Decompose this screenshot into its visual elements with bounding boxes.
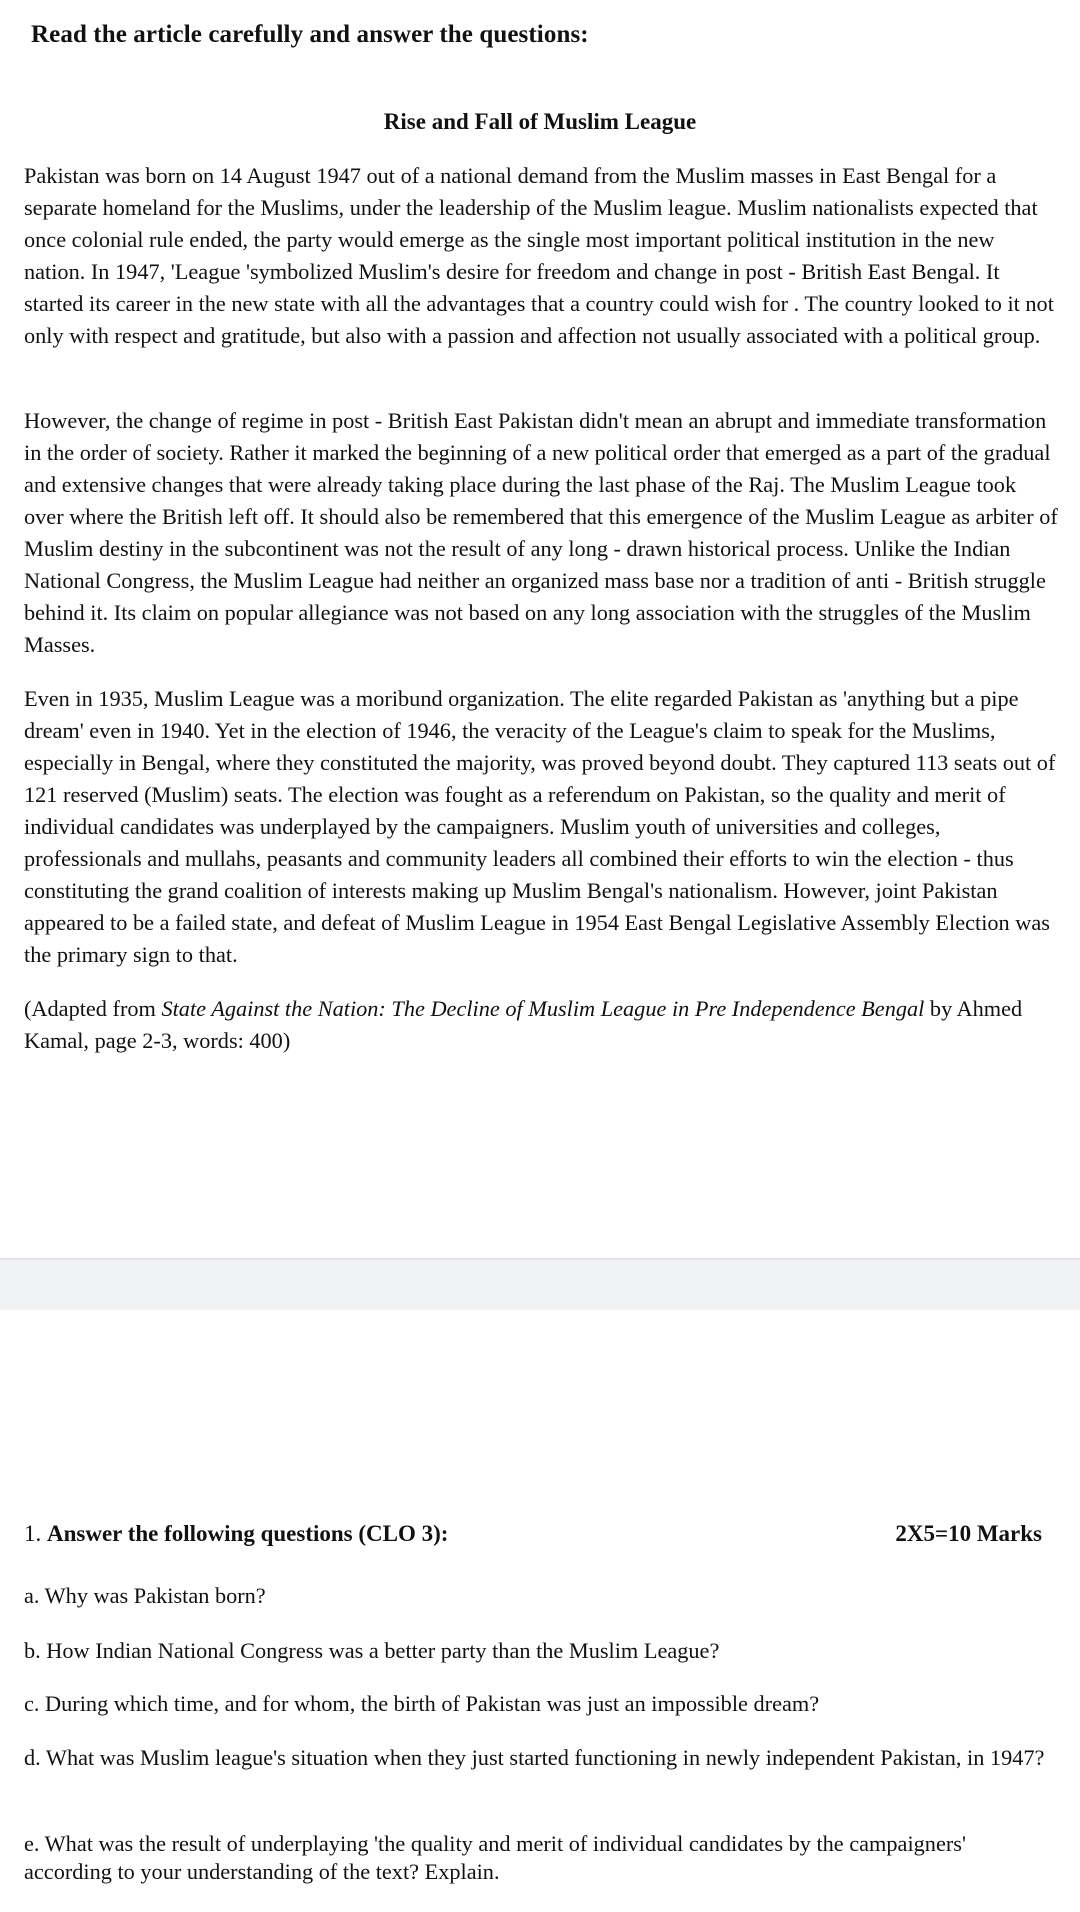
question-item: d. What was Muslim league's situation when they just started functioning in newly independent Pakistan, in 1947?	[24, 1745, 1045, 1770]
questions-heading	[24, 1518, 1044, 1550]
source-book-title: State Against the Nation: The Decline of Muslim League in Pre Independence Bengal	[161, 996, 925, 1021]
article-source-citation	[24, 993, 1058, 1057]
questions-heading-text: Answer the following questions (CLO 3):	[47, 1521, 449, 1546]
question-item: a. Why was Pakistan born?	[24, 1583, 266, 1608]
question-item: b. How Indian National Congress was a better party than the Muslim League?	[24, 1638, 720, 1663]
instruction-heading: Read the article carefully and answer the questions:	[31, 21, 589, 48]
article-title: Rise and Fall of Muslim League	[383, 109, 697, 134]
article-paragraph: Pakistan was born on 14 August 1947 out of a national demand from the Muslim masses in East Bengal for a separate homeland for the Muslims, under the leadership of the Muslim league. Muslim nationalists expected that once colonial rule ended, the party would emerge as the single most important political institution in the new nation. In 1947, 'League 'symbolized Muslim's desire for freedom and change in post - British East Bengal. It started its career in the new state with all the advantages that a country could wish for . The country looked to it not only with respect and gratitude, but also with a passion and affection not usually associated with a political group.	[24, 163, 1054, 348]
page-separator	[0, 1258, 1080, 1310]
question-item: e. What was the result of underplaying 'the quality and merit of individual candidates by the campaigners' according to your understanding of the text? Explain.	[24, 1831, 966, 1884]
question-item: c. During which time, and for whom, the birth of Pakistan was just an impossible dream?	[24, 1691, 820, 1716]
article-paragraph: However, the change of regime in post - British East Pakistan didn't mean an abrupt and immediate transformation in the order of society. Rather it marked the beginning of a new political order that emerged as a part of the gradual and extensive changes that were already taking place during the last phase of the Raj. The Muslim League took over where the British left off. It should also be remembered that this emergence of the Muslim League as arbiter of Muslim destiny in the subcontinent was not the result of any long - drawn historical process. Unlike the Indian National Congress, the Muslim League had neither an organized mass base nor a tradition of anti - British struggle behind it. Its claim on popular allegiance was not based on any long association with the struggles of the Muslim Masses.	[24, 408, 1058, 657]
article-paragraph: Even in 1935, Muslim League was a moribund organization. The elite regarded Pakistan as 'anything but a pipe dream' even in 1940. Yet in the election of 1946, the veracity of the League's claim to speak for the Muslims, especially in Bengal, where they constituted the majority, was proved beyond doubt. They captured 113 seats out of 121 reserved (Muslim) seats. The election was fought as a referendum on Pakistan, so the quality and merit of individual candidates was underplayed by the campaigners. Muslim youth of universities and colleges, professionals and mullahs, peasants and community leaders all combined their efforts to win the election - thus constituting the grand coalition of interests making up Muslim Bengal's nationalism. However, joint Pakistan appeared to be a failed state, and defeat of Muslim League in 1954 East Bengal Legislative Assembly Election was the primary sign to that.	[24, 686, 1056, 967]
source-suffix: by Ahmed Kamal, page 2-3, words: 400)	[24, 996, 1023, 1053]
source-prefix: (Adapted from	[24, 996, 162, 1021]
marks-label: 2X5=10 Marks	[895, 1521, 1042, 1546]
question-number: 1.	[24, 1521, 47, 1546]
document-page-2	[0, 1310, 1080, 1912]
